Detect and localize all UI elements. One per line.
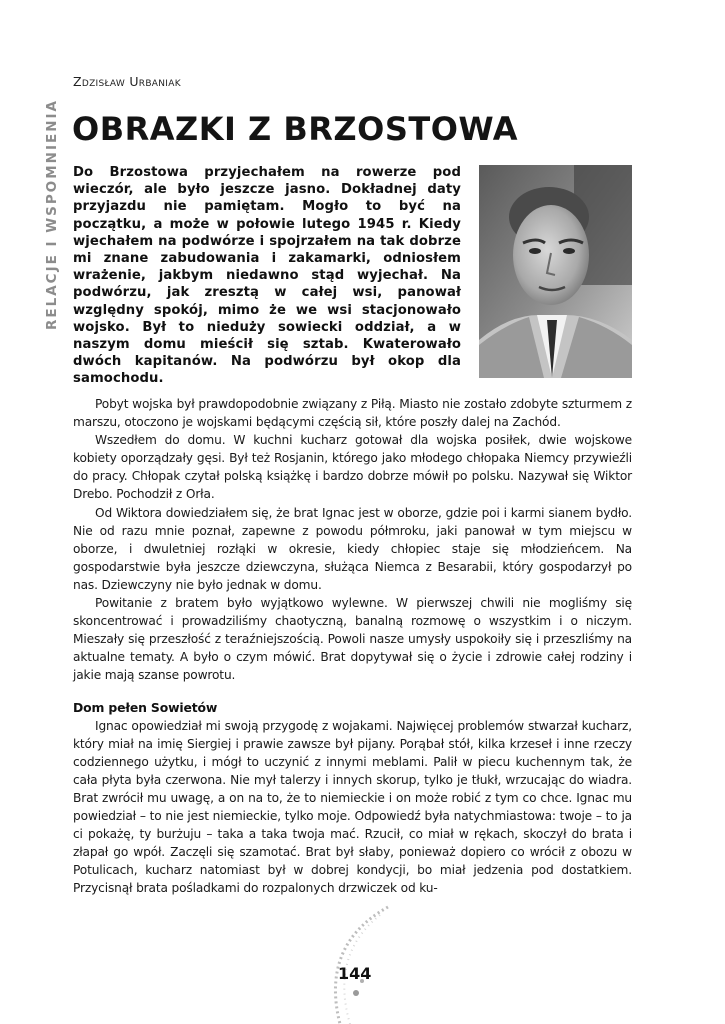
- body-paragraph-1: Pobyt wojska był prawdopodobnie związany z Piłą. Miasto nie zostało zdobyte szturmem z marszu, otoczono je wojskami będącymi częścią sił, które poszły dalej na Zachód.: [73, 397, 632, 430]
- body-paragraph-4: Powitanie z bratem było wyjątkowo wylewne. W pierwszej chwili nie mogliśmy się skoncentrować i prowadziliśmy chaotyczną, banalną rozmowę o wszystkim i o niczym. Mieszały się przeszłość z teraźniejszością. Powoli nasze umysły uspokoiły się i przeszliśmy na aktualne tematy. A było o czym mówić. Brat dopytywał się o życie i zdrowie całej rodziny i jakie mają szanse powrotu.: [73, 596, 632, 683]
- portrait-photo: [479, 165, 632, 378]
- section-subheading: Dom pełen Sowietów: [73, 699, 218, 715]
- section-label: RELACJE I WSPOMNIENIA: [44, 99, 60, 330]
- body-paragraph-5: Ignac opowiedział mi swoją przygodę z wojakami. Najwięcej problemów stwarzał kucharz, który miał na imię Siergiej i prawie zawsze był pijany. Porąbał stół, kilka krzeseł i inne rzeczy codziennego użytku, i mógł to uczynić z innymi meblami. Palił w piecu kuchennym tak, że cała płyta była czerwona. Nie mył talerzy i innych skorup, tylko je tłukł, wrzucając do wiadra. Brat zwrócił mu uwagę, a on na to, że to niemieckie i on może robić z tym co chce. Ignac mu powiedział – to nie jest niemieckie, tylko moje. Odpowiedź była natychmiastowa: twoje – to ja ci pokażę, ty burżuju – taka a taka twoja mać. Rzucił, co miał w rękach, skoczył do brata i złapał go wpół. Zaczęli się szamotać. Brat był słaby, ponieważ dopiero co wrócił z obozu w Potulicach, kucharz natomiast był w dobrej kondycji, bo miał jedzenia pod dostatkiem. Przycisnął brata pośladkami do rozpalonych drzwiczek od ku-: [73, 718, 632, 896]
- lead-paragraph: Do Brzostowa przyjechałem na rowerze pod wieczór, ale było jeszcze jasno. Dokładnej daty przyjazdu nie pamiętam. Mogło to być na początku, a może w połowie lutego 1945 r. Kiedy wjechałem na podwórze i spojrzałem na tak dobrze mi znane zabudowania i zakamarki, odniosłem wrażenie, jakbym niedawno stąd wyjechał. Na podwórzu, jak zresztą w całej wsi, panował względny spokój, mimo że we wsi stacjonowało wojsko. Był to nieduży sowiecki oddział, a w naszym domu mieścił się sztab. Kwaterowało dwóch kapitanów. Na podwórzu był okop dla samochodu.: [73, 165, 461, 387]
- article-body: [73, 395, 632, 897]
- body-paragraph-2: Wszedłem do domu. W kuchni kucharz gotował dla wojska posiłek, dwie wojskowe kobiety oporządzały gęsi. Był też Rosjanin, którego jako młodego chłopaka Niemcy przywieźli do pracy. Chłopak czytał polską książkę i bardzo dobrze mówił po polsku. Nazywał się Wiktor Drebo. Pochodził z Orła.: [73, 433, 632, 502]
- author-name: Zdzisław Urbaniak: [73, 74, 181, 89]
- body-paragraph-3: Od Wiktora dowiedziałem się, że brat Ignac jest w oborze, gdzie poi i karmi sianem bydło. Nie od razu mnie poznał, zapewne z powodu półmroku, jaki panował w tym miejscu w oborze, i dwuletniej rozłąki w okresie, kiedy chłopiec staje się młodzieńcem. Na gospodarstwie była jeszcze dziewczyna, służąca Niemca z Besarabii, który gospodarzył po nas. Dziewczyny nie było jednak w domu.: [73, 505, 632, 592]
- page-number: 144: [338, 964, 372, 983]
- article-title: OBRAZKI Z BRZOSTOWA: [72, 110, 519, 148]
- portrait-photo-icon: [479, 165, 632, 378]
